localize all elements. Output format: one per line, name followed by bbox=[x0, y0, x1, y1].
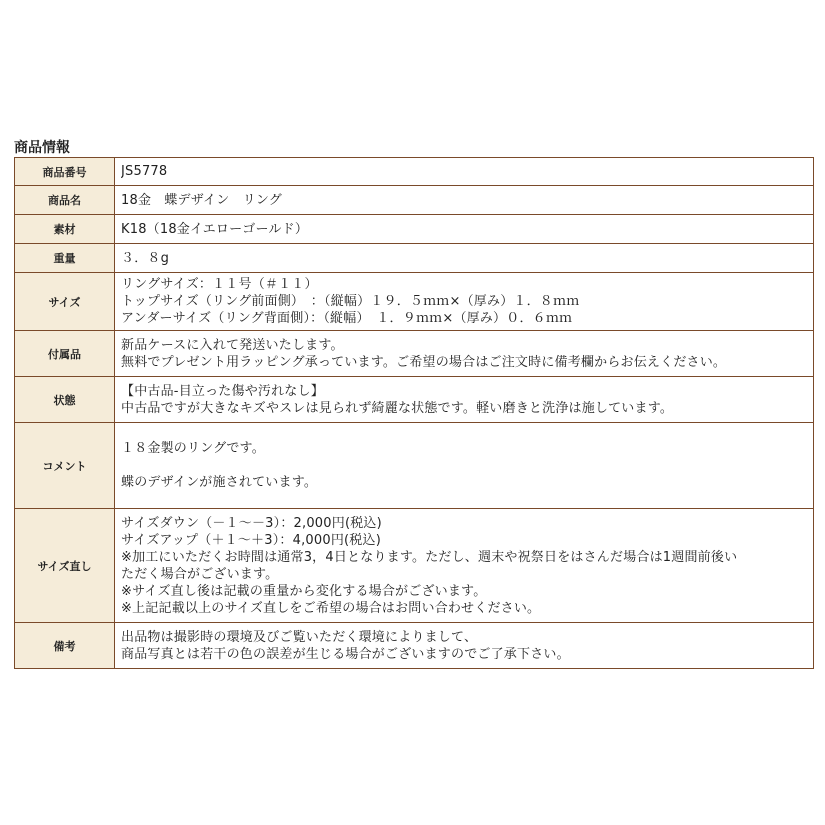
info-row-remarks bbox=[15, 623, 814, 669]
row-value-size bbox=[115, 273, 814, 331]
row-label-accessories: 付属品 bbox=[15, 331, 115, 377]
value-line: K18（18金イエローゴールド） bbox=[121, 221, 309, 237]
info-row-comment bbox=[15, 423, 814, 509]
info-row-accessories bbox=[15, 331, 814, 377]
value-line: 18金 蝶デザイン リング bbox=[121, 192, 282, 208]
value-line: 商品写真とは若干の色の誤差が生じる場合がございますのでご了承下さい。 bbox=[121, 646, 570, 662]
row-label-size: サイズ bbox=[15, 273, 115, 331]
value-line: 中古品ですが大きなキズやスレは見られず綺麗な状態です。軽い磨きと洗浄は施しています。 bbox=[121, 400, 674, 416]
value-line: ※上記記載以上のサイズ直しをご希望の場合はお問い合わせください。 bbox=[121, 600, 541, 616]
row-label-remarks: 備考 bbox=[15, 623, 115, 669]
row-label-weight: 重量 bbox=[15, 244, 115, 273]
info-row-product-name bbox=[15, 186, 814, 215]
value-line: サイズダウン（－１～－3）：2,000円(税込) bbox=[121, 515, 382, 531]
info-row-product-number bbox=[15, 158, 814, 186]
section-title: 商品情報 bbox=[14, 140, 70, 156]
value-line: ３．８g bbox=[121, 250, 170, 266]
info-row-weight bbox=[15, 244, 814, 273]
value-line: 【中古品-目立った傷や汚れなし】 bbox=[121, 383, 324, 399]
product-info-table bbox=[14, 157, 814, 669]
row-label-resize: サイズ直し bbox=[15, 509, 115, 623]
row-value-comment bbox=[115, 423, 814, 509]
value-line: 出品物は撮影時の環境及びご覧いただく環境によりまして、 bbox=[121, 629, 478, 645]
row-value-remarks bbox=[115, 623, 814, 669]
value-line: アンダーサイズ（リング背面側）：（縦幅） １．９ｍｍ×（厚み）０．６ｍｍ bbox=[121, 311, 573, 326]
value-line: ※サイズ直し後は記載の重量から変化する場合がございます。 bbox=[121, 583, 487, 599]
row-value-product-number bbox=[115, 158, 814, 186]
row-label-product-name: 商品名 bbox=[15, 186, 115, 215]
row-value-product-name bbox=[115, 186, 814, 215]
row-value-condition bbox=[115, 377, 814, 423]
row-label-product-number: 商品番号 bbox=[15, 158, 115, 186]
value-line: トップサイズ（リング前面側） ：（縦幅）１９．５ｍｍ×（厚み）１．８ｍｍ bbox=[121, 294, 580, 309]
info-row-resize bbox=[15, 509, 814, 623]
value-line: ただく場合がございます。 bbox=[121, 566, 279, 582]
value-line: １８金製のリングです。 bbox=[121, 441, 265, 456]
blank-line bbox=[121, 457, 807, 474]
row-value-material bbox=[115, 215, 814, 244]
value-line: 無料でプレゼント用ラッピング承っています。ご希望の場合はご注文時に備考欄からお伝えください。 bbox=[121, 354, 727, 370]
row-label-material: 素材 bbox=[15, 215, 115, 244]
product-info-section bbox=[14, 139, 814, 669]
info-row-size bbox=[15, 273, 814, 331]
info-row-material bbox=[15, 215, 814, 244]
value-line: ※加工にいただくお時間は通常3，4日となります。ただし、週末や祝祭日をはさんだ場合は1週間前後い bbox=[121, 549, 738, 565]
info-row-condition bbox=[15, 377, 814, 423]
value-line: 新品ケースに入れて発送いたします。 bbox=[121, 337, 344, 353]
row-label-condition: 状態 bbox=[15, 377, 115, 423]
row-value-accessories bbox=[115, 331, 814, 377]
row-value-resize bbox=[115, 509, 814, 623]
row-value-weight bbox=[115, 244, 814, 273]
row-label-comment: コメント bbox=[15, 423, 115, 509]
value-line: JS5778 bbox=[121, 164, 168, 179]
value-line: 蝶のデザインが施されています。 bbox=[121, 475, 318, 490]
value-line: リングサイズ：１１号（＃１１） bbox=[121, 277, 318, 292]
value-line: サイズアップ（＋１～＋3）：4,000円(税込) bbox=[121, 532, 381, 548]
